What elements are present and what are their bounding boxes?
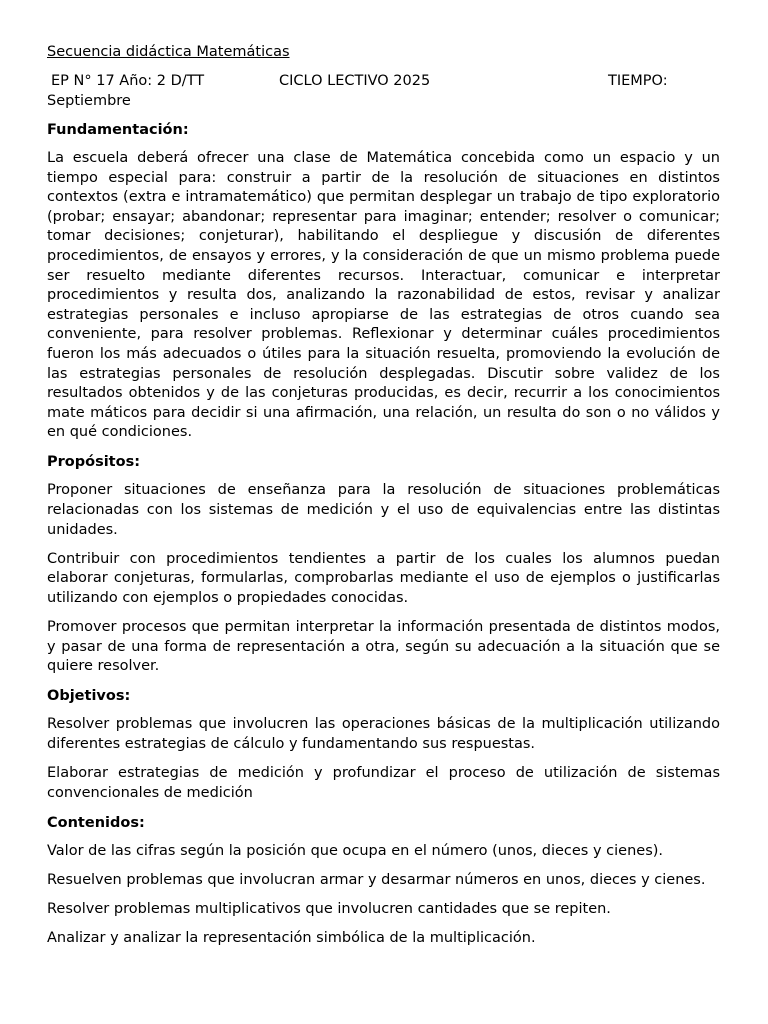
header-line (47, 71, 720, 91)
objetivos-paragraph-2: Elaborar estrategias de medición y profundizar el proceso de utilización de sistemas convencionales de medición (47, 764, 720, 801)
document-page (47, 42, 720, 958)
contenidos-paragraph-1: Valor de las cifras según la posición que ocupa en el número (unos, dieces y cienes). (47, 842, 664, 859)
school-label: EP N° 17 Año: 2 D/TT (51, 73, 205, 89)
section-heading-propositos: Propósitos: (47, 454, 141, 471)
contenidos-paragraph-3: Resolver problemas multiplicativos que involucren cantidades que se repiten. (47, 900, 611, 917)
propositos-paragraph-3: Promover procesos que permitan interpretar la información presentada de distintos modos, y pasar de una forma de representación a otra, según su adecuación a la situación que se quiere resolver. (47, 618, 720, 675)
contenidos-paragraph-2: Resuelven problemas que involucran armar y desarmar números en unos, dieces y cienes. (47, 871, 706, 888)
propositos-paragraph-1: Proponer situaciones de enseñanza para la resolución de situaciones problemáticas relacionadas con los sistemas de medición y el uso de equivalencias entre las distintas unidades. (47, 482, 720, 538)
document-title: Secuencia didáctica Matemáticas (47, 44, 290, 60)
contenidos-paragraph-4: Analizar y analizar la representación simbólica de la multiplicación. (47, 929, 536, 946)
propositos-paragraph-2: Contribuir con procedimientos tendientes a partir de los cuales los alumnos puedan elaborar conjeturas, formularlas, comprobarlas mediante el uso de ejemplos o justificarlas utilizando con ejemplos o propiedades conocidas. (47, 550, 720, 606)
section-heading-contenidos: Contenidos: (47, 814, 145, 831)
objetivos-paragraph-1: Resolver problemas que involucren las operaciones básicas de la multiplicación utilizando diferentes estrategias de cálculo y fundamentando sus respuestas. (47, 716, 720, 752)
time-value: Septiembre (47, 93, 131, 109)
section-heading-objetivos: Objetivos: (47, 688, 131, 705)
time-label: TIEMPO: (608, 73, 668, 89)
fundamentacion-paragraph: La escuela deberá ofrecer una clase de Matemática concebida como un espacio y un tiempo especial para: construir a partir de la resolución de situaciones en distintos contextos (extra e intramatemático) que permitan desplegar un trabajo de tipo exploratorio (probar; ensayar; abandonar; representar para imaginar; entender; resolver o comunicar; tomar decisiones; conjeturar), habilitando el despliegue y discusión de diferentes procedimientos, de ensayos y errores, y la consideración de que un mismo problema puede ser resuelto mediante diferentes recursos. Interactuar, comunicar e interpretar procedimientos y resulta dos, analizando la razonabilidad de estos, revisar y analizar estrategias personales e incluso apropiarse de las estrategias de otros cuando sea conveniente, para resolver problemas. Reflexionar y determinar cuáles procedimientos fueron los más adecuados o útiles para la situación resuelta, promoviendo la evolución de las estrategias personales de resolución desplegadas. Discutir sobre validez de los resultados obtenidos y de las conjeturas producidas, es decir, recurrir a los conocimientos mate máticos para decidir si una afirmación, una relación, un resulta do son o no válidos y en qué condiciones. (47, 150, 720, 441)
section-heading-fundamentacion: Fundamentación: (47, 122, 189, 138)
school-cycle: CICLO LECTIVO 2025 (279, 73, 431, 89)
